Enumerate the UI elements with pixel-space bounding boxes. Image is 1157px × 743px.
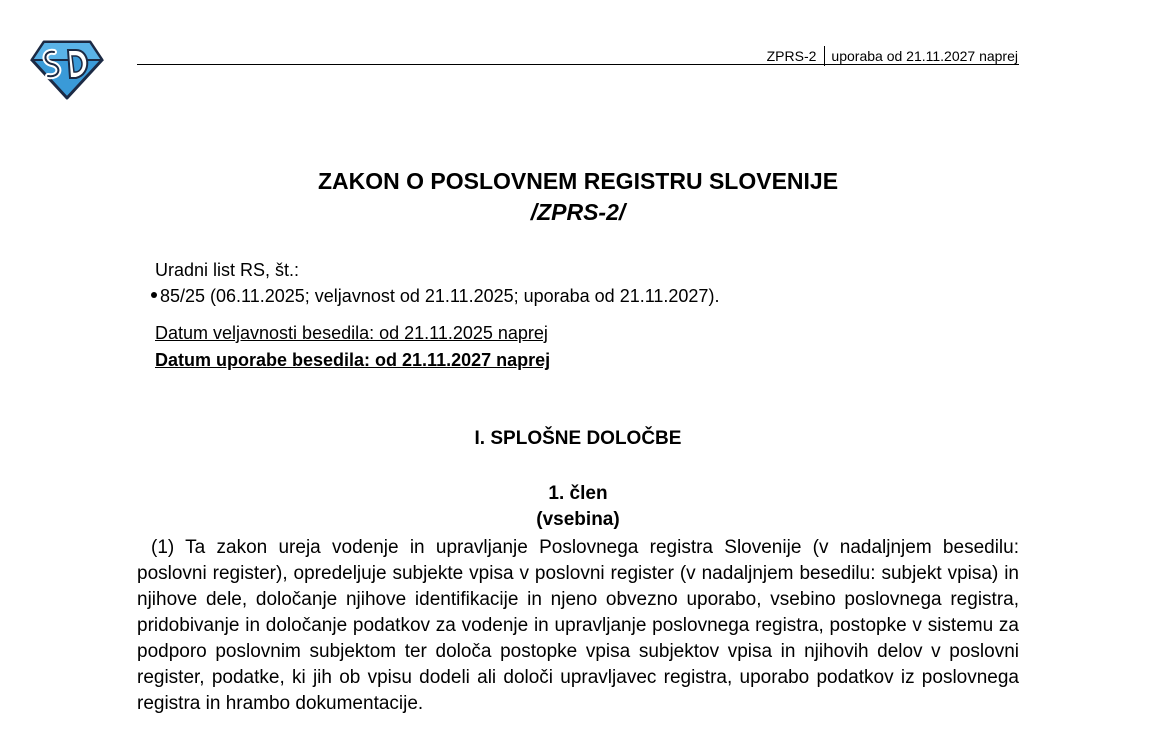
logo-icon bbox=[30, 40, 104, 100]
header-law-code: ZPRS-2 bbox=[766, 48, 817, 64]
article-title: (vsebina) bbox=[536, 509, 620, 530]
gazette-block bbox=[155, 257, 719, 309]
header-applicability: uporaba od 21.11.2027 naprej bbox=[831, 48, 1018, 64]
gazette-label: Uradni list RS, št.: bbox=[155, 260, 300, 280]
section-heading: I. SPLOŠNE DOLOČBE bbox=[474, 428, 682, 449]
header-divider bbox=[137, 64, 1019, 65]
article-heading bbox=[137, 481, 1019, 533]
validity-date: Datum veljavnosti besedila: od 21.11.2025 naprej bbox=[155, 323, 548, 343]
application-date: Datum uporabe besedila: od 21.11.2027 naprej bbox=[155, 350, 551, 370]
article-number: 1. člen bbox=[548, 483, 608, 504]
gazette-entry bbox=[155, 283, 719, 309]
article-paragraph-1: (1) Ta zakon ureja vodenje in upravljanje Poslovnega registra Slovenije (v nadaljnjem besedilu: poslovni register), opredeljuje subjekte vpisa v poslovni register (v nadaljnjem besedilu: subjekt vpisa) in njihove dele, določanje njihove identifikacije in njeno obvezno uporabo, vsebino poslovnega registra, pridobivanje in določanje podatkov za vodenje in upravljanje poslovnega registra, postopke v sistemu za podporo poslovnim subjektom ter določa postopke vpisa subjektov vpisa in njihovih delov v poslovni register, podatke, ki jih ob vpisu dodeli ali določi upravljavec registra, uporabo podatkov iz poslovnega registra in hrambo dokumentacije. bbox=[137, 537, 1019, 714]
header-separator bbox=[824, 46, 825, 66]
gazette-entry-text: 85/25 (06.11.2025; veljavnost od 21.11.2025; uporaba od 21.11.2027). bbox=[160, 286, 720, 306]
document-title: ZAKON O POSLOVNEM REGISTRU SLOVENIJE bbox=[317, 168, 839, 194]
document-abbreviation: /ZPRS-2/ bbox=[530, 199, 626, 225]
dates-block bbox=[155, 320, 550, 374]
bullet-icon bbox=[151, 292, 157, 298]
running-header bbox=[767, 46, 1018, 66]
